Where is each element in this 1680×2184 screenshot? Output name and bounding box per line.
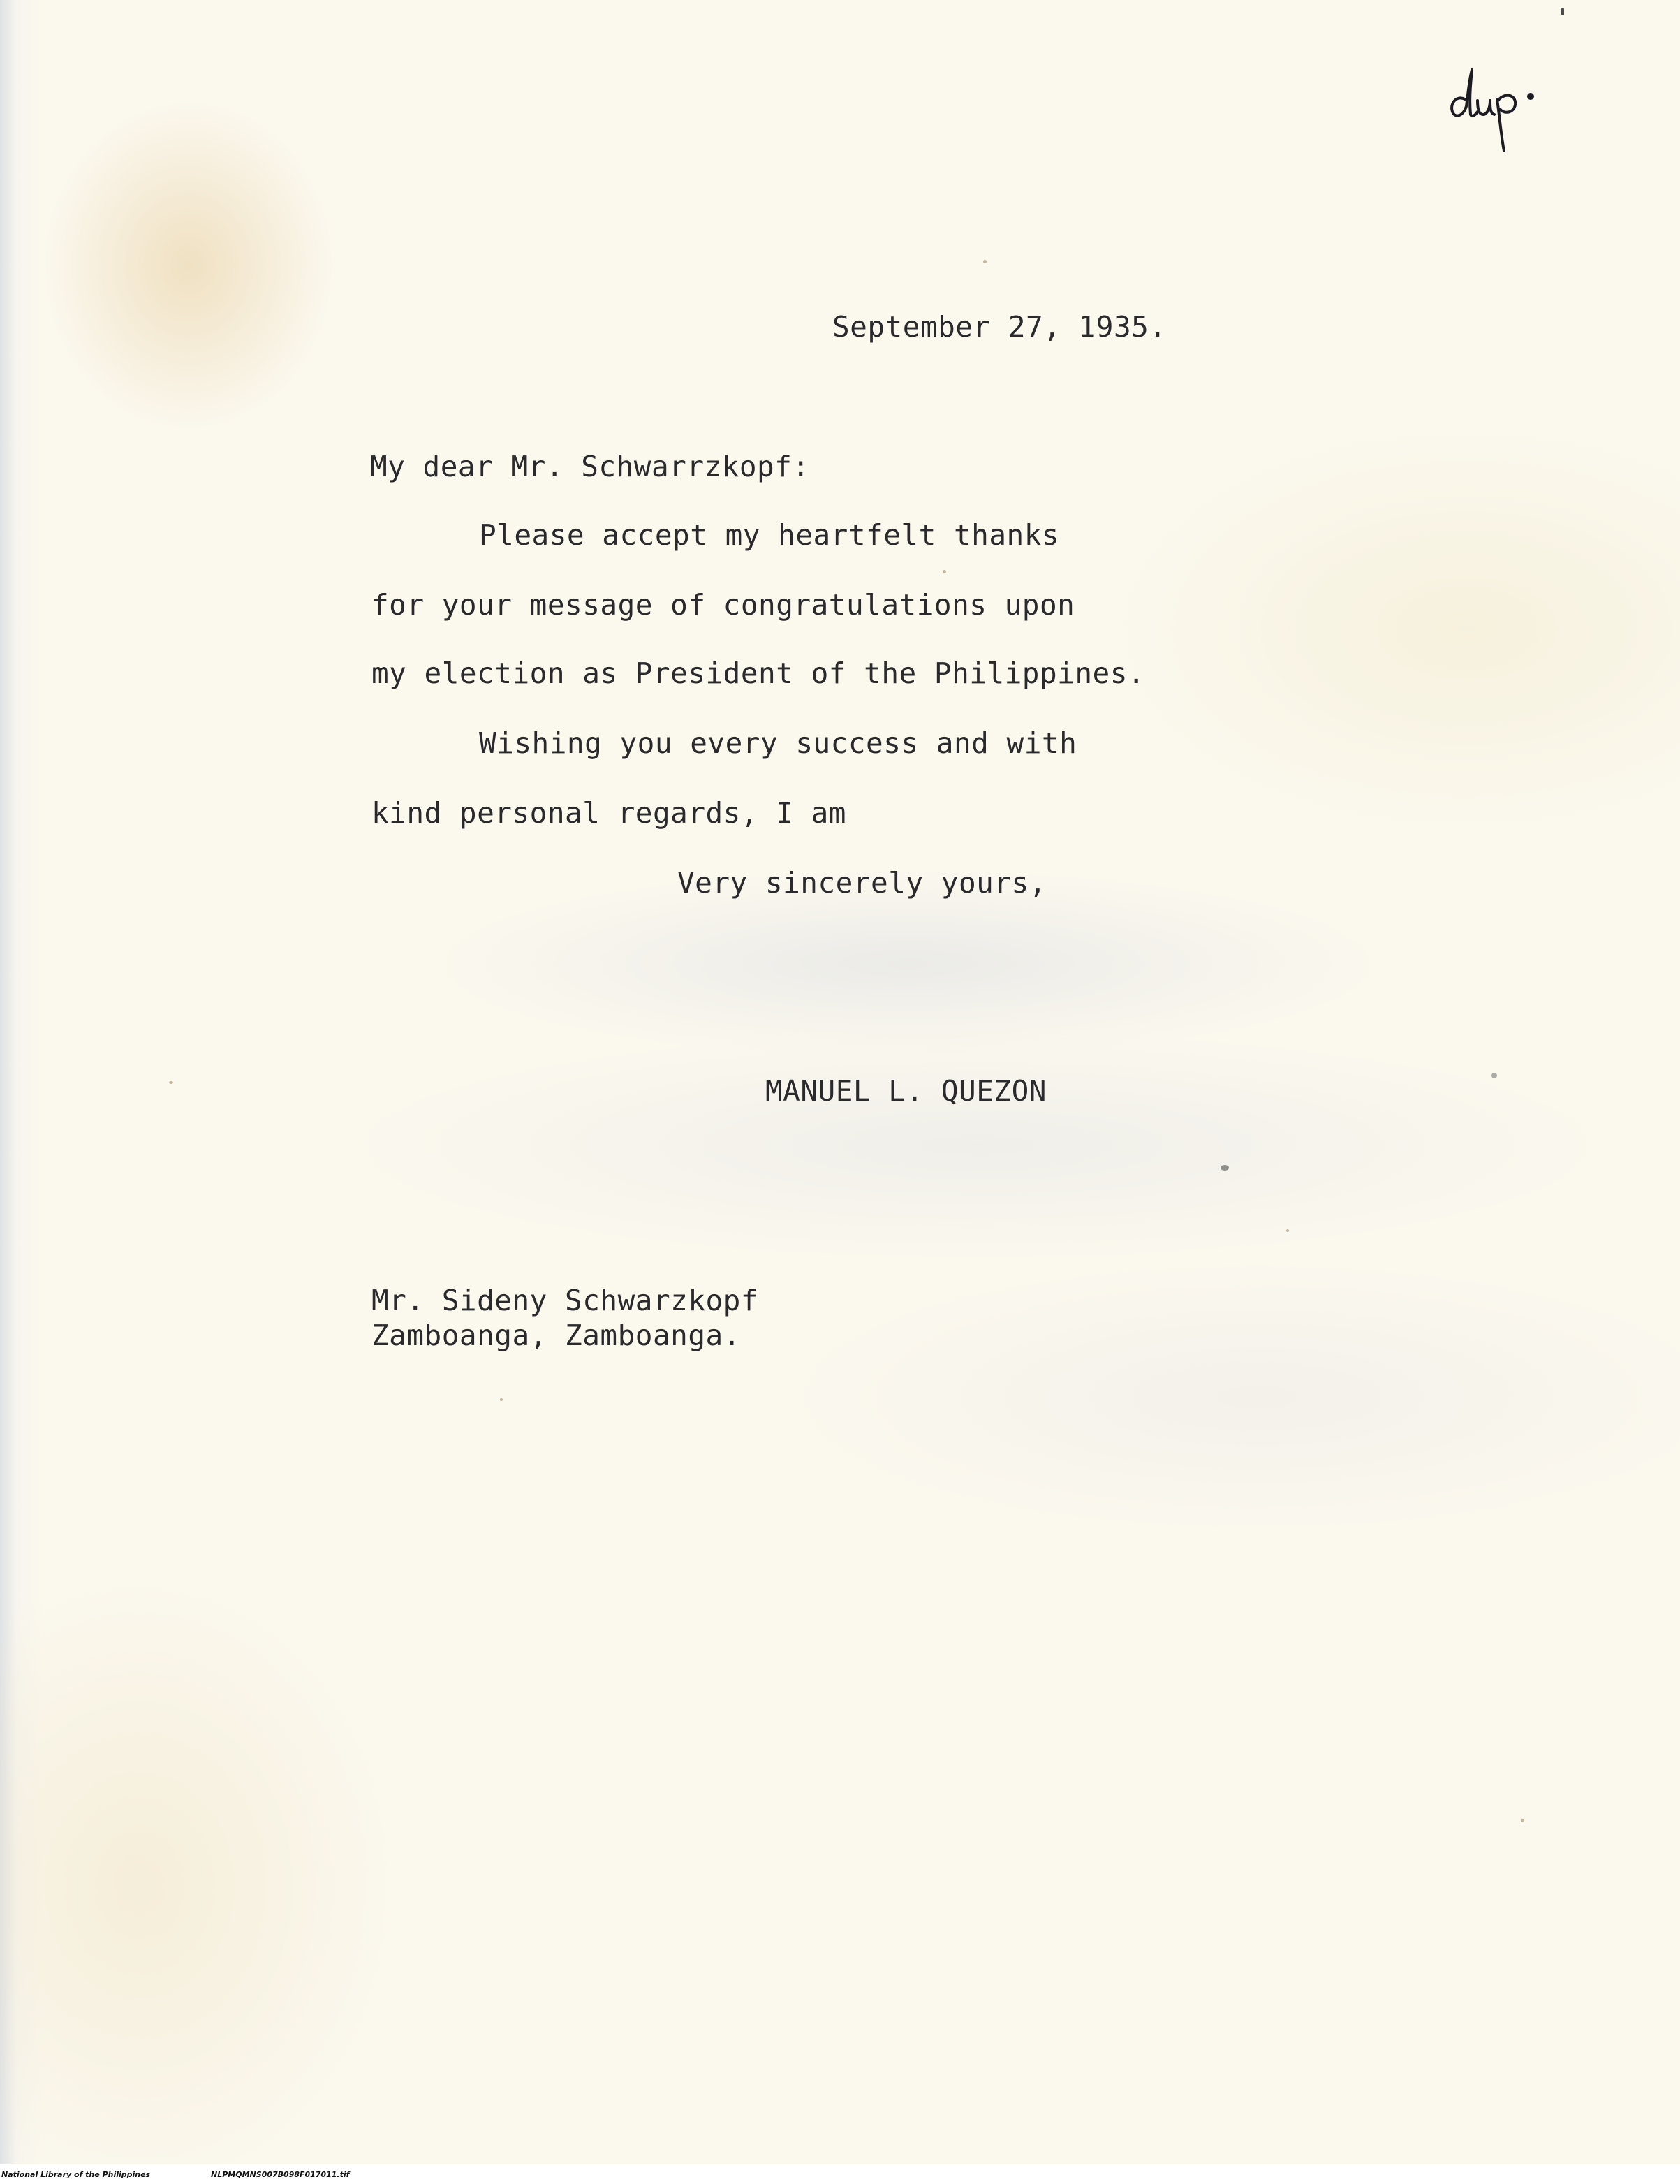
paper-speck [983,260,987,263]
letter-closing: Very sincerely yours, [677,866,1047,900]
paper-speck [1521,1819,1524,1822]
footer-file-name: NLPMQMNS007B098F017011.tif [211,2170,350,2179]
paper-speck [943,570,946,573]
handwritten-dup-note [1444,56,1549,161]
body-line-1: Please accept my heartfelt thanks [479,518,1060,552]
footer-library-name: National Library of the Philippines [1,2170,151,2179]
paper-speck [1491,1073,1497,1078]
recipient-name: Mr. Sideny Schwarzkopf [371,1284,759,1317]
paper-speck [500,1398,503,1401]
letter-date: September 27, 1935. [832,310,1167,344]
recipient-city: Zamboanga, Zamboanga. [371,1319,741,1352]
body-line-3: my election as President of the Philippines. [371,657,1146,690]
paper-speck [1286,1229,1289,1232]
body-line-5: kind personal regards, I am [371,796,846,830]
letter-signature: MANUEL L. QUEZON [765,1074,1047,1108]
paper-speck [169,1081,173,1084]
paper-speck [1221,1165,1229,1171]
body-line-2: for your message of congratulations upon [371,588,1075,622]
letter-salutation: My dear Mr. Schwarrzkopf: [370,450,810,483]
body-line-4: Wishing you every success and with [479,726,1077,760]
paper-speck [1561,8,1564,15]
archive-footer [0,2164,1680,2184]
